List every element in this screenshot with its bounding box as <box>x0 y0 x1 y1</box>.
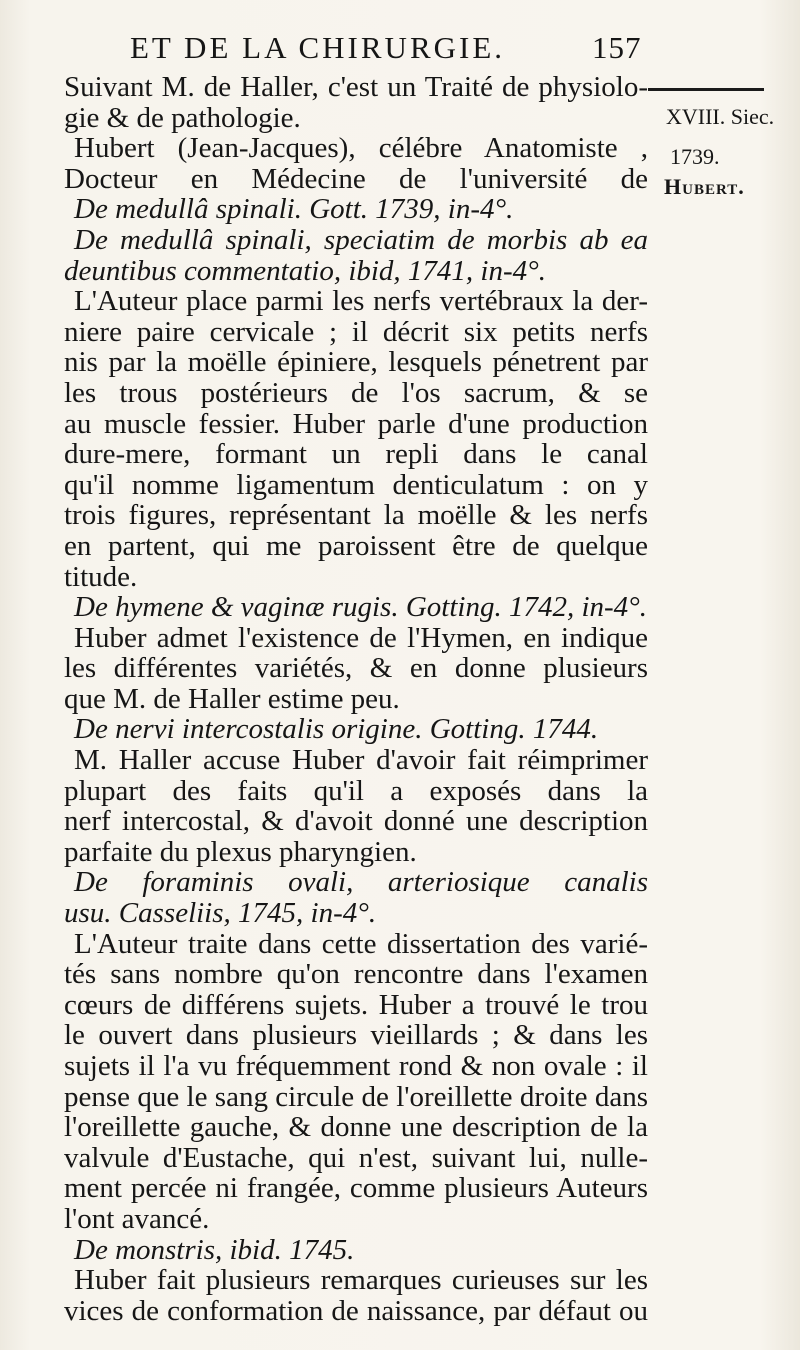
text-line: Huber fait plusieurs remarques curieuses sur les <box>74 1265 648 1296</box>
text-line: De medullâ spinali, speciatim de morbis ab ea <box>74 224 648 256</box>
text-line: Suivant M. de Haller, c'est un Traité de physiolo- <box>64 72 648 103</box>
text-line: M. Haller accuse Huber d'avoir fait réimprimer <box>74 745 648 776</box>
body-text <box>64 72 648 1326</box>
text-line: De monstris, ibid. 1745. <box>74 1233 355 1266</box>
text-line: qu'il nomme ligamentum denticulatum : on y <box>64 469 648 501</box>
text-line: l'oreillette gauche, & donne une description de la <box>64 1112 648 1143</box>
text-line: titude. <box>64 560 138 593</box>
text-line: cœurs de différens sujets. Huber a trouvé le trou <box>64 989 648 1021</box>
text-line: De hymene & vaginæ rugis. Gotting. 1742, in-4°. <box>74 591 648 624</box>
text-line: parfaite du plexus pharyngien. <box>64 835 417 868</box>
page-number: 157 <box>592 30 642 65</box>
text-line: Docteur en Médecine de l'université de <box>64 163 648 195</box>
text-line: nerf intercostal, & d'avoit donné une description <box>64 806 648 837</box>
text-line: plupart des faits qu'il a exposés dans la <box>64 775 648 807</box>
margin-rule <box>648 88 764 91</box>
text-line: niere paire cervicale ; il décrit six petits nerfs <box>64 316 648 348</box>
text-line: Hubert (Jean-Jacques), célébre Anatomiste , <box>74 133 648 164</box>
text-line: L'Auteur traite dans cette dissertation des varié- <box>74 928 648 960</box>
text-line: au muscle fessier. Huber parle d'une production <box>64 408 648 440</box>
text-line: nis par la moëlle épiniere, lesquels pénetrent par <box>64 347 648 378</box>
text-line: sujets il l'a vu fréquemment rond & non ovale : il <box>64 1051 648 1082</box>
text-line: l'ont avancé. <box>64 1202 210 1235</box>
text-line: les trous postérieurs de l'os sacrum, & se <box>64 377 648 409</box>
text-line: L'Auteur place parmi les nerfs vertébraux la der- <box>74 286 648 317</box>
text-line: dure-mere, formant un repli dans le canal <box>64 439 648 470</box>
text-line: gie & de pathologie. <box>64 101 301 134</box>
text-line: De medullâ spinali. Gott. 1739, in-4°. <box>74 193 514 226</box>
text-line: De foraminis ovali, arteriosique canalis <box>74 867 648 899</box>
text-line: De nervi intercostalis origine. Gotting. 1744. <box>74 713 599 746</box>
margin-note-name: Hubert. <box>664 174 745 199</box>
margin-note-century: XVIII. Siec. <box>666 104 775 129</box>
text-line: vices de conformation de naissance, par défaut ou <box>64 1295 648 1327</box>
text-line: en partent, qui me paroissent être de quelque <box>64 530 648 562</box>
text-line: valvule d'Eustache, qui n'est, suivant lui, nulle- <box>64 1142 648 1174</box>
text-line: ment percée ni frangée, comme plusieurs Auteurs <box>64 1173 648 1204</box>
text-line: pense que le sang circule de l'oreillette droite dans <box>64 1081 648 1113</box>
text-line: Huber admet l'existence de l'Hymen, en indique <box>74 622 648 654</box>
margin-note-year: 1739. <box>670 144 720 169</box>
text-line: les différentes variétés, & en donne plusieurs <box>64 653 648 684</box>
text-line: que M. de Haller estime peu. <box>64 682 400 715</box>
running-title: ET DE LA CHIRURGIE. <box>130 30 506 65</box>
text-line: deuntibus commentatio, ibid, 1741, in-4°. <box>64 254 546 287</box>
text-line: usu. Casseliis, 1745, in-4°. <box>64 897 377 930</box>
text-line: trois figures, représentant la moëlle & les nerfs <box>64 500 648 531</box>
running-header <box>130 30 642 66</box>
text-line: le ouvert dans plusieurs vieillards ; & dans les <box>64 1020 648 1051</box>
text-line: tés sans nombre qu'on rencontre dans l'examen <box>64 959 648 990</box>
